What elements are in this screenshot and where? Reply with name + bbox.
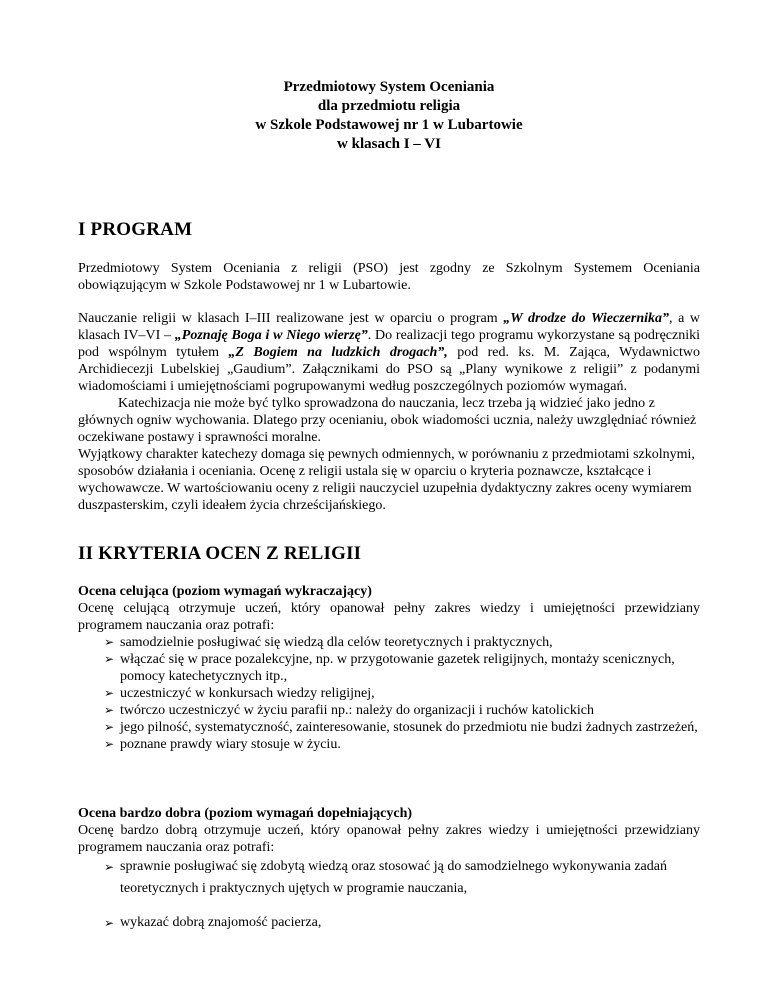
list-item: ➢ uczestniczyć w konkursach wiedzy religijnej, bbox=[104, 685, 700, 702]
para2-text-a: Nauczanie religii w klasach I–III realizowane jest w oparciu o program bbox=[78, 311, 504, 326]
list-item: ➢ wykazać dobrą znajomość pacierza, bbox=[104, 912, 700, 934]
para2-text-g: pod red. ks. M. Zająca, Wydawnictwo Archidiecezji Lubelskiej „Gaudium”. Załącznikami do PSO są „Plany wynikowe z religii” z podanymi wiadomościami i umiejętnościami pogrupowanymi według poszczególnych poziomów wymagań. bbox=[78, 345, 700, 394]
section-heading-kryteria: II KRYTERIA OCEN Z RELIGII bbox=[78, 543, 362, 564]
grade-subheading-bardzo-dobra: Ocena bardzo dobra (poziom wymagań dopełniających) bbox=[78, 806, 413, 821]
title-line-3: w Szkole Podstawowej nr 1 w Lubartowie bbox=[255, 117, 523, 133]
paragraph-katechizacja: Katechizacja nie może być tylko sprowadzona do nauczania, lecz trzeba ją widzieć jako jedno z głównych ogniw wychowania. Dlatego przy ocenianiu, obok wiadomości ucznia, należy uwzględniać również oczekiwane postawy i sprawności moralne. Wyjątkowy charakter katechezy domaga się pewnych odmiennych, w porównaniu z przedmiotami szkolnymi, sposobów działania i oceniania. Ocenę z religii ustala się w oparciu o kryteria poznawcze, kształcące i wychowawcze. W wartościowaniu oceny z religii nauczyciel uzupełnia dydaktyczny zakres oceny wymiarem duszpasterskim, czyli ideałem życia chrześcijańskiego. bbox=[78, 395, 700, 514]
list-item: ➢ samodzielnie posługiwać się wiedzą dla celów teoretycznych i praktycznych, bbox=[104, 634, 700, 651]
grade-block-celujaca bbox=[78, 583, 700, 753]
para2-text-e: . Do realizacji tego programu wykorzystane są podręczniki pod wspólnym tytułem bbox=[78, 328, 700, 360]
paragraph-pso-intro: Przedmiotowy System Oceniania z religii (PSO) jest zgodny ze Szkolnym Systemem Oceniania obowiązującym w Szkole Podstawowej nr 1 w Lubartowie. bbox=[78, 261, 700, 293]
title-line-2: dla przedmiotu religia bbox=[317, 98, 461, 114]
grade-intro-bardzo-dobra: Ocenę bardzo dobrą otrzymuje uczeń, który opanował pełny zakres wiedzy i umiejętności przewidziany programem nauczania oraz potrafi: bbox=[78, 823, 700, 855]
criteria-list-bardzo-dobra bbox=[78, 856, 700, 934]
section-heading-program: I PROGRAM bbox=[78, 219, 193, 240]
list-item: ➢ włączać się w prace pozalekcyjne, np. w przygotowanie gazetek religijnych, montaży scenicznych, pomocy katechetycznych itp., bbox=[104, 651, 700, 685]
document-title bbox=[78, 78, 700, 154]
list-item: ➢ poznane prawdy wiary stosuje w życiu. bbox=[104, 736, 700, 753]
criteria-list-celujaca bbox=[78, 634, 700, 753]
paragraph-program-info bbox=[78, 310, 700, 395]
title-line-4: w klasach I – VI bbox=[337, 136, 441, 152]
program-title-2: „Poznaję Boga i w Niego wierzę” bbox=[174, 328, 368, 343]
list-item: ➢ sprawnie posługiwać się zdobytą wiedzą oraz stosować ją do samodzielnego wykonywania zadań teoretycznych i praktycznych ujętych w programie nauczania, bbox=[104, 856, 700, 900]
para2-text-c: , a w klasach IV–VI – bbox=[78, 311, 700, 343]
paragraph-charakter: Wyjątkowy charakter katechezy domaga się pewnych odmiennych, w porównaniu z przedmiotami szkolnymi, sposobów działania i oceniania. Ocenę z religii ustala się w oparciu o kryteria poznawcze, kształcące i wychowawcze. W wartościowaniu oceny z religii nauczyciel uzupełnia dydaktyczny zakres oceny wymiarem duszpasterskim, czyli ideałem życia chrześcijańskiego. bbox=[78, 447, 695, 513]
textbook-title: „Z Bogiem na ludzkich drogach”, bbox=[228, 345, 448, 360]
title-line-1: Przedmiotowy System Oceniania bbox=[283, 79, 495, 95]
grade-intro-celujaca: Ocenę celującą otrzymuje uczeń, który opanował pełny zakres wiedzy i umiejętności przewidziany programem nauczania oraz potrafi: bbox=[78, 601, 700, 633]
grade-subheading-celujaca: Ocena celująca (poziom wymagań wykraczający) bbox=[78, 584, 372, 599]
list-item: ➢ twórczo uczestniczyć w życiu parafii np.: należy do organizacji i ruchów katolickich bbox=[104, 702, 700, 719]
grade-block-bardzo-dobra bbox=[78, 805, 700, 934]
program-title-1: „W drodze do Wieczernika” bbox=[503, 311, 670, 326]
list-item: ➢ jego pilność, systematyczność, zainteresowanie, stosunek do przedmiotu nie budzi żadnych zastrzeżeń, bbox=[104, 719, 700, 736]
